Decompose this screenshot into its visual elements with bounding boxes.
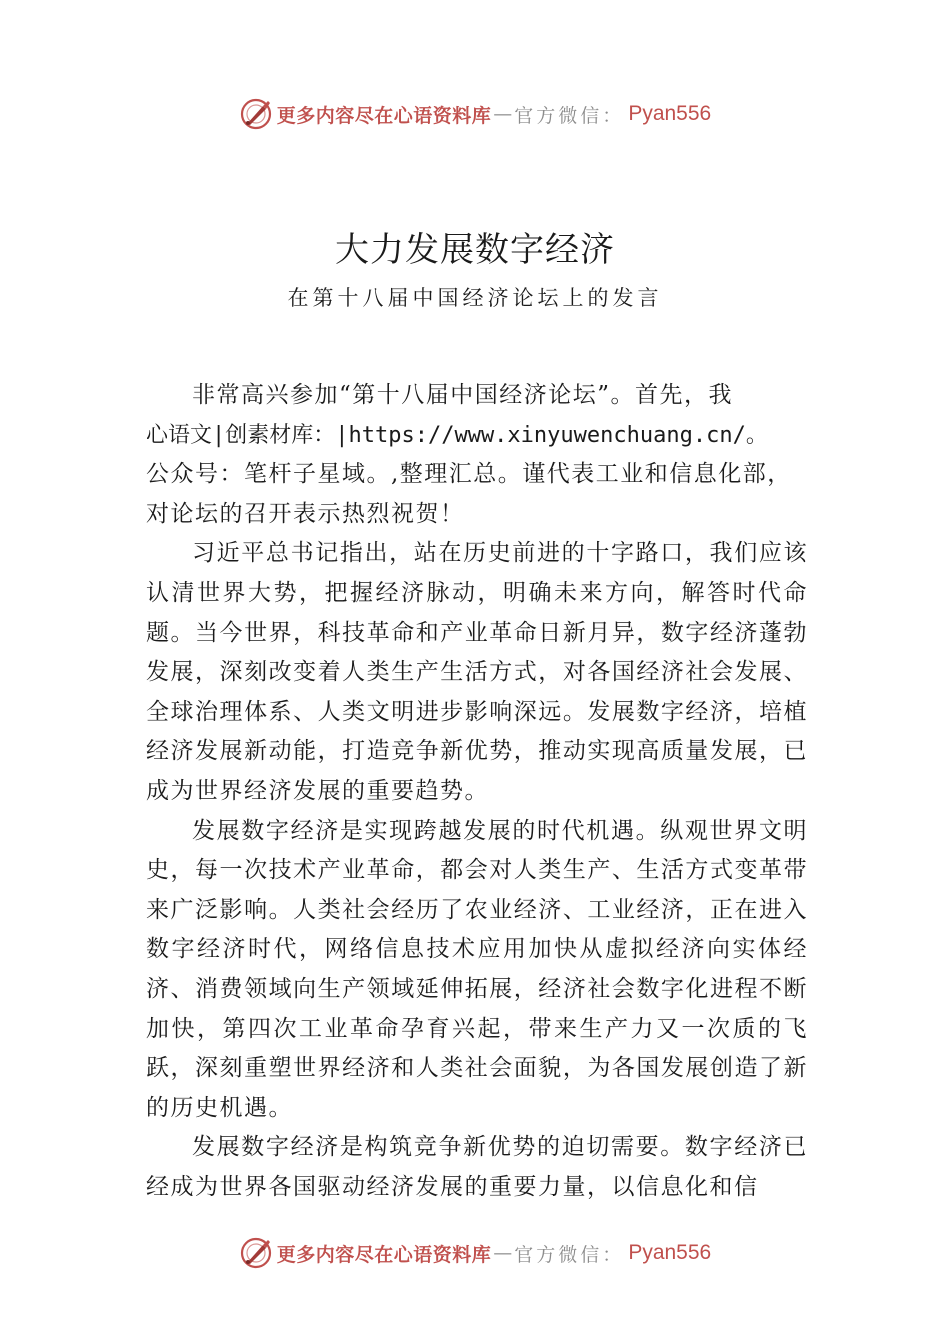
paragraph-1 bbox=[146, 376, 808, 534]
paragraph-1-line-2-link: 心语文|创素材库：|https://www.xinyuwenchuang.cn/。 bbox=[146, 422, 768, 448]
banner-lead-text: 更多内容尽在心语资料库 bbox=[276, 1243, 492, 1266]
banner-dash: — bbox=[493, 103, 513, 125]
paragraph-1-line-3: 公众号：笔杆子星域。,整理汇总。谨代表工业和信息化部， bbox=[146, 461, 792, 488]
library-logo-icon bbox=[239, 97, 273, 131]
document-title: 大力发展数字经济 bbox=[335, 230, 615, 270]
paragraph-4: 发展数字经济是构筑竞争新优势的迫切需要。数字经济已经成为世界各国驱动经济发展的重要力量，以信息化和信 bbox=[146, 1134, 808, 1200]
banner-dash: — bbox=[493, 1242, 513, 1264]
banner-wechat-label: 官方微信： bbox=[514, 104, 625, 127]
document-subtitle: 在第十八届中国经济论坛上的发言 bbox=[287, 286, 663, 310]
banner-wechat-id: Pyan556 bbox=[628, 102, 712, 125]
banner-wechat-label: 官方微信： bbox=[514, 1243, 625, 1266]
footer-watermark-banner bbox=[0, 1233, 950, 1273]
header-watermark-banner bbox=[0, 94, 950, 134]
paragraph-1-line-1: 非常高兴参加“第十八届中国经济论坛”。首先，我 bbox=[192, 382, 734, 408]
document-body bbox=[146, 376, 808, 1207]
paragraph-3: 发展数字经济是实现跨越发展的时代机遇。纵观世界文明史，每一次技术产业革命，都会对人类生产、生活方式变革带来广泛影响。人类社会经历了农业经济、工业经济，正在进入数字经济时代，网络信息技术应用加快从虚拟经济向实体经济、消费领域向生产领域延伸拓展，经济社会数字化进程不断加快，第四次工业革命孕育兴起，带来生产力又一次质的飞跃，深刻重塑世界经济和人类社会面貌，为各国发展创造了新的历史机遇。 bbox=[146, 817, 808, 1121]
paragraph-1-line-4: 对论坛的召开表示热烈祝贺！ bbox=[146, 500, 465, 527]
paragraph-2: 习近平总书记指出，站在历史前进的十字路口，我们应该认清世界大势，把握经济脉动，明确未来方向，解答时代命题。当今世界，科技革命和产业革命日新月异，数字经济蓬勃发展，深刻改变着人类生产生活方式，对各国经济社会发展、全球治理体系、人类文明进步影响深远。发展数字经济，培植经济发展新动能，打造竞争新优势，推动实现高质量发展，已成为世界经济发展的重要趋势。 bbox=[146, 540, 808, 804]
banner-wechat-id: Pyan556 bbox=[628, 1241, 712, 1264]
banner-lead-text: 更多内容尽在心语资料库 bbox=[276, 104, 492, 127]
library-logo-icon bbox=[239, 1236, 273, 1270]
